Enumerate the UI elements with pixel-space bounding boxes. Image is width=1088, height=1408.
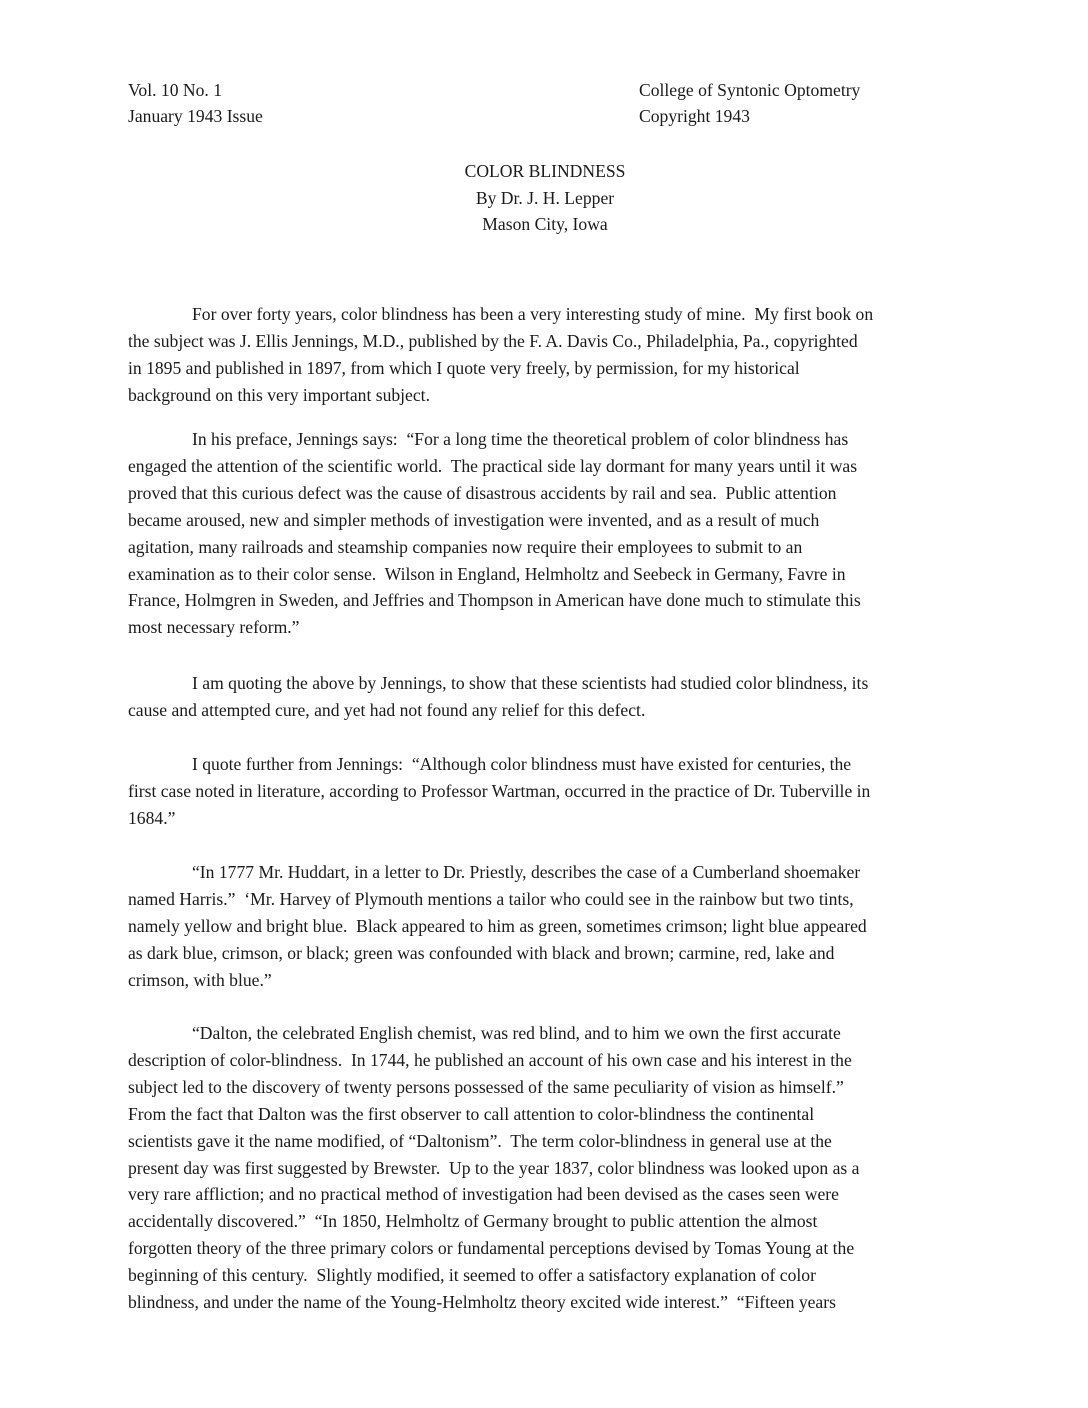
paragraph-5 bbox=[128, 859, 958, 994]
paragraph-3 bbox=[128, 670, 958, 724]
text-line: In his preface, Jennings says: “For a long time the theoretical problem of color blindness has bbox=[192, 429, 849, 449]
text-line: crimson, with blue.” bbox=[128, 969, 272, 990]
text-line: the subject was J. Ellis Jennings, M.D., published by the F. A. Davis Co., Philadelphia, Pa., copyrighted bbox=[128, 330, 858, 351]
text-line: in 1895 and published in 1897, from which I quote very freely, by permission, for my historical bbox=[128, 357, 800, 378]
text-line: most necessary reform.” bbox=[128, 617, 300, 638]
text-line: present day was first suggested by Brewster. Up to the year 1837, color blindness was looked upon as a bbox=[128, 1157, 860, 1178]
header-issue-info bbox=[128, 77, 263, 129]
text-line: forgotten theory of the three primary colors or fundamental perceptions devised by Tomas Young at the bbox=[128, 1238, 855, 1259]
volume-number: Vol. 10 No. 1 bbox=[128, 80, 223, 100]
publisher-name: College of Syntonic Optometry bbox=[639, 80, 861, 100]
copyright-notice: Copyright 1943 bbox=[639, 106, 750, 126]
text-line: accidentally discovered.” “In 1850, Helmholtz of Germany brought to public attention the almost bbox=[128, 1211, 818, 1232]
text-line: description of color-blindness. In 1744, he published an account of his own case and his interest in the bbox=[128, 1049, 852, 1070]
text-line: first case noted in literature, according to Professor Wartman, occurred in the practice of Dr. Tuberville in bbox=[128, 780, 871, 801]
text-line: very rare affliction; and no practical method of investigation had been devised as the cases seen were bbox=[128, 1184, 839, 1205]
text-line: named Harris.” ‘Mr. Harvey of Plymouth mentions a tailor who could see in the rainbow but two tints, bbox=[128, 888, 854, 909]
text-line: examination as to their color sense. Wilson in England, Helmholtz and Seebeck in Germany, Favre in bbox=[128, 563, 846, 584]
header-publisher-info bbox=[639, 77, 860, 129]
text-line: proved that this curious defect was the cause of disastrous accidents by rail and sea. Public attention bbox=[128, 482, 837, 503]
text-line: cause and attempted cure, and yet had not found any relief for this defect. bbox=[128, 699, 646, 720]
text-line: as dark blue, crimson, or black; green was confounded with black and brown; carmine, red, lake and bbox=[128, 942, 835, 963]
text-line: scientists gave it the name modified, of “Daltonism”. The term color-blindness in general use at the bbox=[128, 1130, 832, 1151]
text-line: I quote further from Jennings: “Although color blindness must have existed for centuries, the bbox=[192, 754, 852, 774]
text-line: agitation, many railroads and steamship companies now require their employees to submit to an bbox=[128, 536, 803, 557]
article-title: COLOR BLINDNESS bbox=[464, 161, 626, 181]
article-author: By Dr. J. H. Lepper bbox=[475, 187, 615, 208]
text-line: background on this very important subject. bbox=[128, 384, 430, 405]
text-line: For over forty years, color blindness has been a very interesting study of mine. My first book on bbox=[192, 304, 874, 324]
text-line: From the fact that Dalton was the first observer to call attention to color-blindness the continental bbox=[128, 1103, 815, 1124]
text-line: subject led to the discovery of twenty persons possessed of the same peculiarity of vision as himself.” bbox=[128, 1076, 844, 1097]
text-line: 1684.” bbox=[128, 807, 176, 828]
text-line: I am quoting the above by Jennings, to show that these scientists had studied color blindness, its bbox=[192, 673, 869, 693]
title-block bbox=[0, 158, 1088, 238]
paragraph-4 bbox=[128, 751, 958, 832]
text-line: engaged the attention of the scientific world. The practical side lay dormant for many years until it was bbox=[128, 455, 858, 476]
paragraph-1 bbox=[128, 301, 958, 409]
text-line: beginning of this century. Slightly modified, it seemed to offer a satisfactory explanation of color bbox=[128, 1265, 816, 1286]
paragraph-2 bbox=[128, 426, 958, 641]
paragraph-6 bbox=[128, 1020, 958, 1316]
text-line: “Dalton, the celebrated English chemist, was red blind, and to him we own the first accurate bbox=[192, 1023, 841, 1043]
text-line: namely yellow and bright blue. Black appeared to him as green, sometimes crimson; light blue appeared bbox=[128, 915, 867, 936]
text-line: became aroused, new and simpler methods of investigation were invented, and as a result of much bbox=[128, 509, 820, 530]
text-line: blindness, and under the name of the Young-Helmholtz theory excited wide interest.” “Fifteen years bbox=[128, 1292, 836, 1313]
author-location: Mason City, Iowa bbox=[482, 214, 608, 234]
text-line: “In 1777 Mr. Huddart, in a letter to Dr. Priestly, describes the case of a Cumberland shoemaker bbox=[192, 862, 861, 882]
text-line: France, Holmgren in Sweden, and Jeffries and Thompson in American have done much to stimulate this bbox=[128, 590, 861, 611]
issue-date: January 1943 Issue bbox=[128, 106, 263, 126]
